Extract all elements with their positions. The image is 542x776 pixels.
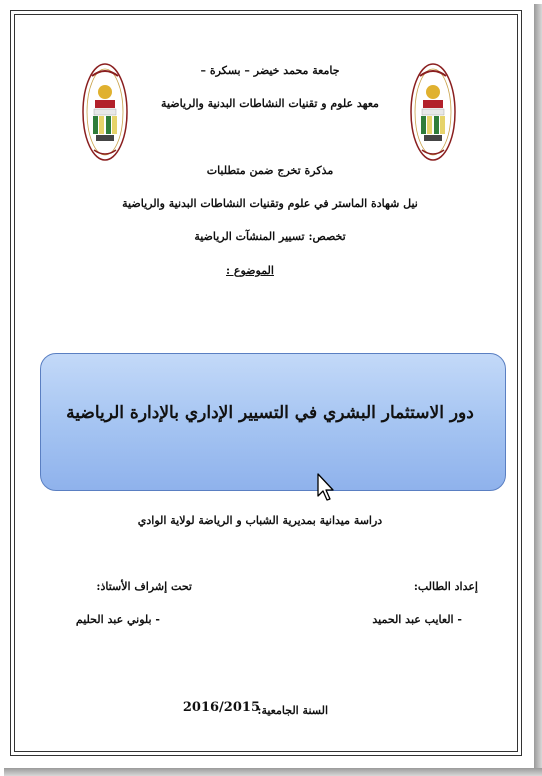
supervisor-label: تحت إشراف الأستاذ:: [96, 580, 192, 593]
page-shadow-bottom: [4, 768, 542, 776]
academic-year-label: السنة الجامعية:: [257, 704, 328, 717]
degree-line: نيل شهادة الماستر في علوم وتقنيات النشاطات البدنية والرياضية: [122, 197, 418, 210]
thesis-title: دور الاستثمار البشري في التسيير الإداري بالإدارة الرياضية: [66, 403, 474, 423]
student-label: إعداد الطالب:: [413, 580, 478, 593]
specialty-line: تخصص: تسيير المنشآت الرياضية: [194, 230, 346, 243]
supervisor-name: - بلوني عبد الحليم: [75, 613, 160, 626]
subject-label: الموضوع :: [226, 264, 274, 277]
institute-name: معهد علوم و تقنيات النشاطات البدنية والرياضية: [161, 97, 379, 110]
academic-year-value: 2016/2015: [182, 700, 260, 715]
thesis-type: مذكرة تخرج ضمن متطلبات: [206, 164, 334, 177]
mouse-cursor-icon: [316, 472, 338, 502]
university-seal-icon: [82, 62, 128, 162]
university-seal-icon: [410, 62, 456, 162]
page-shadow-right: [534, 4, 542, 776]
university-name: جامعة محمد خيضر – بسكرة –: [200, 64, 340, 77]
student-name: - العايب عبد الحميد: [372, 613, 462, 626]
study-description: دراسة ميدانية بمديرية الشباب و الرياضة لولاية الوادي: [137, 514, 383, 527]
